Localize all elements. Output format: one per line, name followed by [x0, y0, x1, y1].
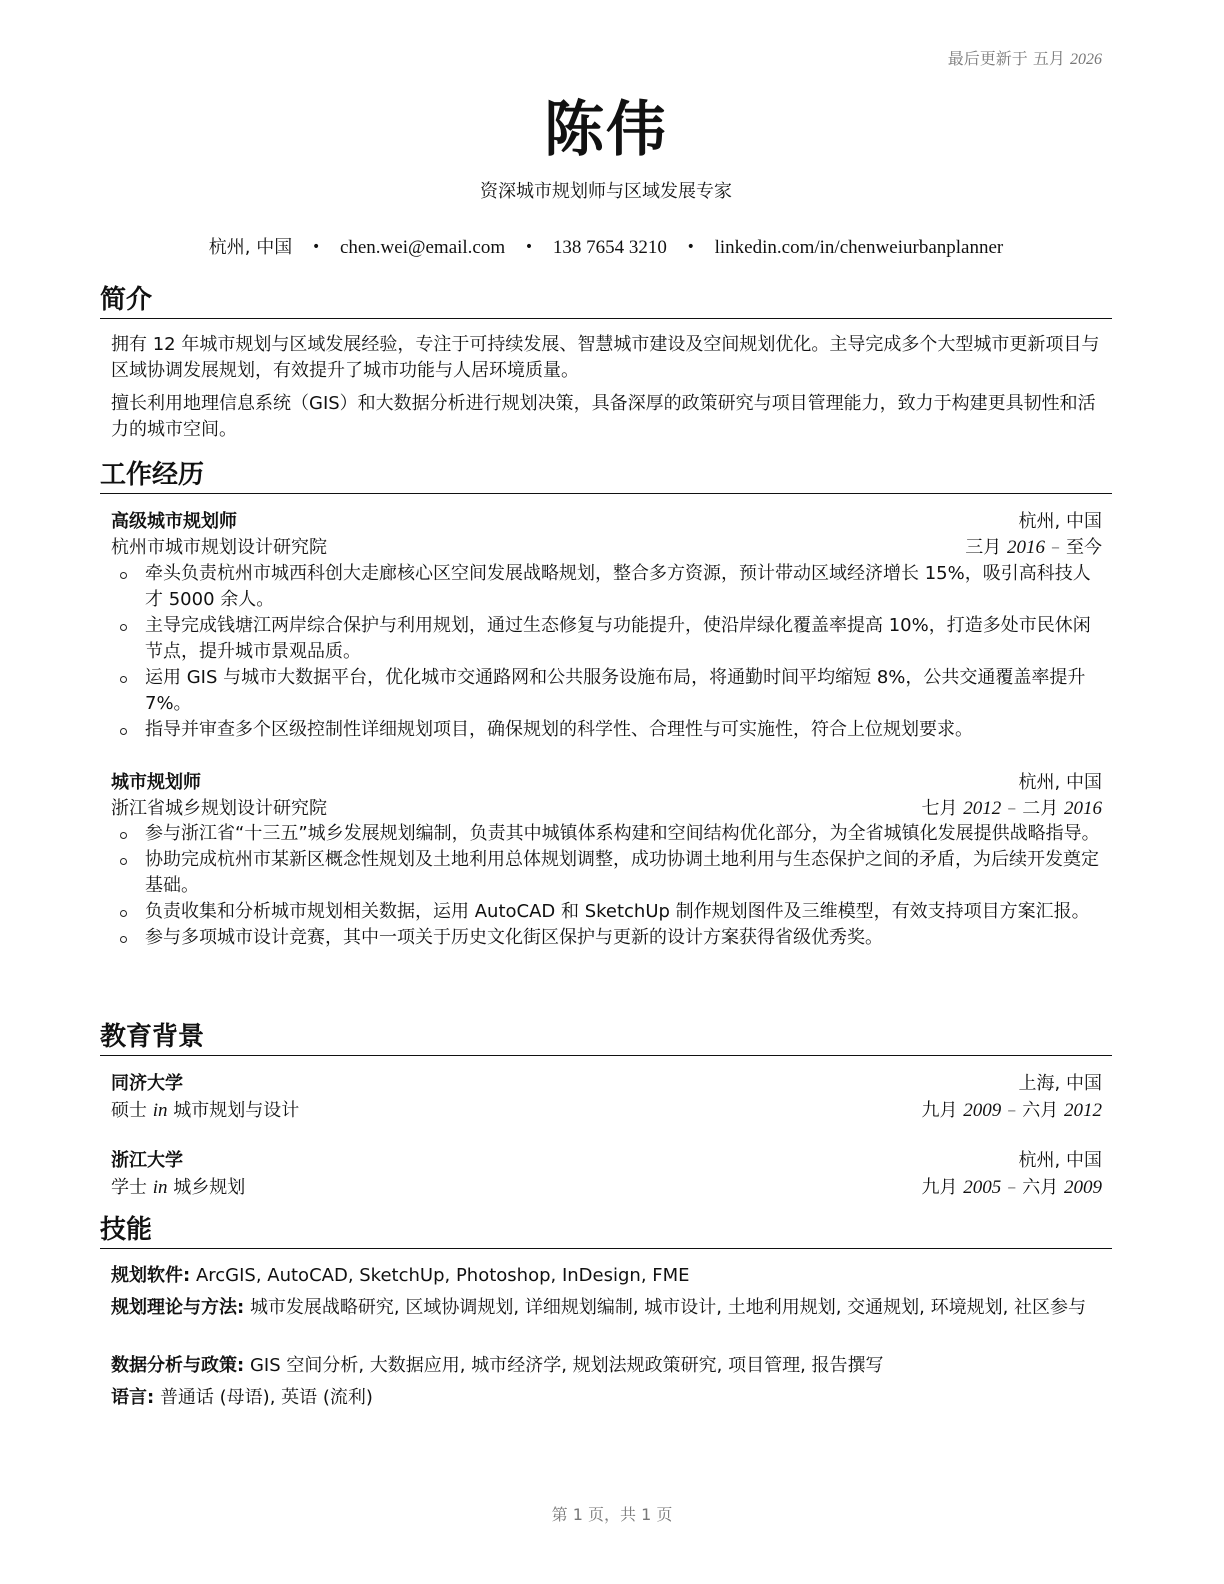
headline: 资深城市规划师与区域发展专家 — [480, 181, 732, 202]
list-item: 协助完成杭州市某新区概念性规划及土地利用总体规划调整，成功协调土地利用与生态保护之间的矛盾，为后续开发奠定基础。 — [111, 847, 1102, 899]
job-dates — [965, 533, 1102, 559]
school-name: 同济大学 — [111, 1073, 183, 1094]
skill-row — [111, 1295, 1106, 1321]
bullet-separator: • — [524, 239, 534, 255]
skill-row — [111, 1353, 1106, 1379]
school-name: 浙江大学 — [111, 1150, 183, 1171]
list-item: 参与多项城市设计竞赛，其中一项关于历史文化街区保护与更新的设计方案获得省级优秀奖。 — [111, 925, 1102, 951]
section-title-summary: 简介 — [100, 284, 1112, 319]
last-updated — [948, 46, 1102, 69]
date-start-year: 2012 — [963, 798, 1002, 819]
job-role: 高级城市规划师 — [111, 511, 237, 532]
job-location: 杭州, 中国 — [1018, 772, 1102, 793]
bullet-separator: • — [686, 239, 695, 255]
skill-label: 数据分析与政策: — [111, 1355, 245, 1376]
bullet-circle-icon — [120, 728, 127, 735]
bullet-circle-icon — [120, 910, 127, 917]
job-dates — [922, 794, 1102, 820]
education-header — [111, 1069, 1102, 1095]
job-bullets — [111, 561, 1102, 743]
date-dash: – — [1051, 537, 1060, 558]
bullet-circle-icon — [120, 676, 127, 683]
summary-paragraph: 拥有 12 年城市规划与区域发展经验，专注于可持续发展、智慧城市建设及空间规划优化。主导完成多个大型城市更新项目与区域协调发展规划，有效提升了城市功能与人居环境质量。 — [111, 334, 1100, 381]
job-bullets — [111, 821, 1102, 951]
skill-row — [111, 1385, 1106, 1411]
education-dates: 九月 2005 – 六月 2009 — [921, 1177, 1102, 1198]
contact-email[interactable]: chen.wei@email.com — [339, 237, 506, 258]
job-location: 杭州, 中国 — [1018, 511, 1102, 532]
job-subheader — [111, 533, 1102, 559]
job-subheader — [111, 794, 1102, 820]
skill-value: GIS 空间分析, 大数据应用, 城市经济学, 规划法规政策研究, 项目管理, 报告撰写 — [249, 1355, 884, 1376]
degree: 硕士 in 城市规划与设计 — [111, 1100, 300, 1121]
skill-value: ArcGIS, AutoCAD, SketchUp, Photoshop, InDesign, FME — [195, 1265, 690, 1286]
skill-label: 语言: — [111, 1387, 155, 1408]
list-item: 参与浙江省“十三五”城乡发展规划编制，负责其中城镇体系构建和空间结构优化部分，为全省城镇化发展提供战略指导。 — [111, 821, 1102, 847]
education-subheader — [111, 1096, 1102, 1122]
date-end-month: 二月 — [1022, 798, 1059, 819]
contact-location: 杭州, 中国 — [208, 237, 293, 258]
skill-label: 规划理论与方法: — [111, 1297, 245, 1318]
job-role: 城市规划师 — [111, 772, 201, 793]
list-item: 牵头负责杭州市城西科创大走廊核心区空间发展战略规划，整合多方资源，预计带动区域经济增长 15%，吸引高科技人才 5000 余人。 — [111, 561, 1102, 613]
education-subheader — [111, 1173, 1102, 1199]
degree: 学士 in 城乡规划 — [111, 1177, 246, 1198]
date-start-year: 2016 — [1007, 537, 1045, 558]
skill-label: 规划软件: — [111, 1265, 191, 1286]
candidate-name: 陈伟 — [544, 95, 668, 165]
list-item: 运用 GIS 与城市大数据平台，优化城市交通路网和公共服务设施布局，将通勤时间平均缩短 8%，公共交通覆盖率提升 7%。 — [111, 665, 1102, 717]
contact-line — [100, 233, 1112, 259]
summary-paragraph: 擅长利用地理信息系统（GIS）和大数据分析进行规划决策，具备深厚的政策研究与项目管理能力，致力于构建更具韧性和活力的城市空间。 — [111, 393, 1096, 440]
section-title-education: 教育背景 — [100, 1021, 1112, 1056]
list-item: 主导完成钱塘江两岸综合保护与利用规划，通过生态修复与功能提升，使沿岸绿化覆盖率提高 10%，打造多处市民休闲节点，提升城市景观品质。 — [111, 613, 1102, 665]
skill-value: 城市发展战略研究, 区域协调规划, 详细规划编制, 城市设计, 土地利用规划, 交通规划, 环境规划, 社区参与 — [249, 1297, 1087, 1318]
date-end: 至今 — [1066, 537, 1102, 558]
last-updated-month: 五月 — [1032, 49, 1065, 68]
date-start-month: 七月 — [921, 798, 958, 819]
job-header — [111, 768, 1102, 794]
school-location: 杭州, 中国 — [1018, 1150, 1102, 1171]
date-dash: – — [1007, 798, 1017, 819]
bullet-circle-icon — [120, 832, 127, 839]
bullet-circle-icon — [120, 572, 127, 579]
list-item: 指导并审查多个区级控制性详细规划项目，确保规划的科学性、合理性与可实施性，符合上位规划要求。 — [111, 717, 1102, 743]
education-header — [111, 1146, 1102, 1172]
list-item: 负责收集和分析城市规划相关数据，运用 AutoCAD 和 SketchUp 制作规划图件及三维模型，有效支持项目方案汇报。 — [111, 899, 1102, 925]
last-updated-year: 2026 — [1070, 51, 1102, 68]
date-end-year: 2016 — [1064, 798, 1102, 819]
job-organization: 杭州市城市规划设计研究院 — [111, 537, 327, 558]
bullet-circle-icon — [120, 858, 127, 865]
section-title-experience: 工作经历 — [100, 459, 1112, 494]
bullet-circle-icon — [120, 624, 127, 631]
page-footer: 第 1 页，共 1 页 — [551, 1505, 673, 1524]
job-organization: 浙江省城乡规划设计研究院 — [111, 798, 327, 819]
last-updated-label: 最后更新于 — [947, 49, 1028, 68]
bullet-circle-icon — [120, 936, 127, 943]
contact-phone[interactable]: 138 7654 3210 — [552, 237, 667, 258]
job-header — [111, 507, 1102, 533]
skill-row — [111, 1263, 1106, 1289]
bullet-separator: • — [311, 239, 321, 255]
section-title-skills: 技能 — [100, 1214, 1112, 1249]
date-start-month: 三月 — [965, 537, 1002, 558]
contact-linkedin[interactable]: linkedin.com/in/chenweiurbanplanner — [714, 237, 1004, 258]
skill-value: 普通话 (母语), 英语 (流利) — [159, 1387, 373, 1408]
school-location: 上海, 中国 — [1018, 1073, 1102, 1094]
education-dates: 九月 2009 – 六月 2012 — [921, 1100, 1102, 1121]
resume-page — [100, 0, 1112, 1584]
